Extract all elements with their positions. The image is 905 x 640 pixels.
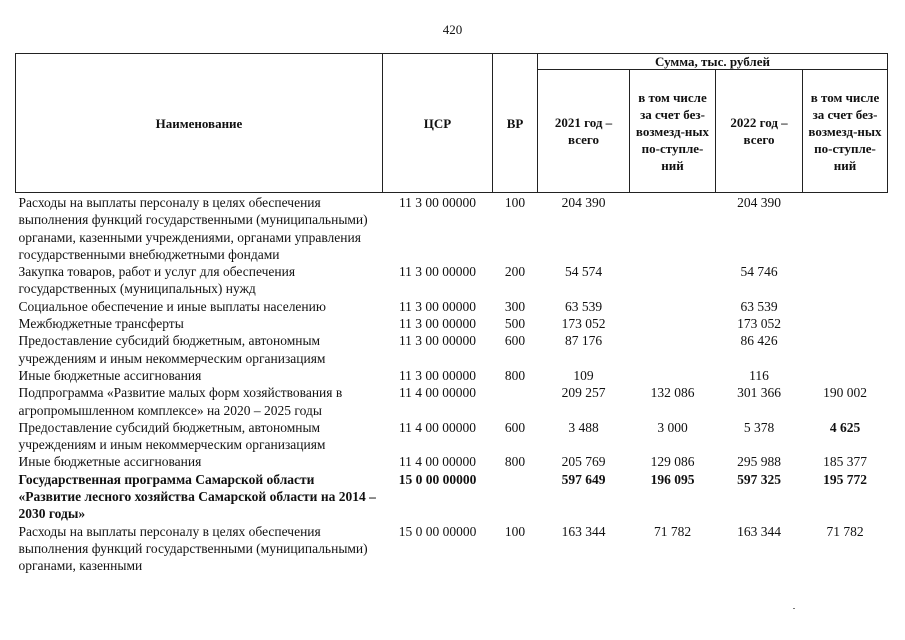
row-2021-total: 54 574 bbox=[564, 264, 603, 280]
row-2021-free: 196 095 bbox=[650, 471, 695, 487]
row-2021-total: 173 052 bbox=[561, 316, 606, 332]
row-name: Межбюджетные трансферты bbox=[18, 316, 184, 332]
table-row bbox=[16, 332, 888, 367]
row-2021-total: 204 390 bbox=[561, 195, 606, 210]
row-2021-free bbox=[630, 367, 716, 384]
row-2022-free: 190 002 bbox=[823, 385, 867, 401]
row-csr: 11 3 00 00000 bbox=[398, 316, 477, 332]
row-name: Предоставление субсидий бюджетным, автономным учреждениям и иным некоммерческим организациям bbox=[18, 333, 326, 366]
row-csr: 11 4 00 00000 bbox=[398, 385, 477, 401]
row-2022-total: 173 052 bbox=[737, 316, 781, 332]
row-vr: 800 bbox=[504, 454, 526, 470]
row-2021-free: 129 086 bbox=[650, 454, 695, 470]
row-2022-free bbox=[803, 367, 888, 384]
row-2022-free: 71 782 bbox=[826, 523, 864, 539]
row-2021-total: 205 769 bbox=[561, 454, 606, 470]
row-2022-total: 54 746 bbox=[740, 264, 778, 280]
row-2022-total: 63 539 bbox=[740, 298, 778, 314]
row-name: Иные бюджетные ассигнования bbox=[18, 367, 202, 383]
row-name: Закупка товаров, работ и услуг для обеспечения государственных (муниципальных) нужд bbox=[18, 264, 296, 297]
row-vr: 600 bbox=[504, 419, 526, 435]
table-row bbox=[16, 523, 888, 575]
row-name: Подпрограмма «Развитие малых форм хозяйствования в агропромышленном комплексе» на 2020 – 2025 годы bbox=[18, 385, 343, 418]
row-2022-free bbox=[803, 298, 888, 315]
row-2022-free bbox=[803, 194, 888, 263]
table-row bbox=[16, 194, 888, 263]
header-2022-total: 2022 год – всего bbox=[716, 70, 803, 193]
table-row bbox=[16, 263, 888, 298]
row-2022-total: 597 325 bbox=[737, 471, 781, 487]
row-name: Расходы на выплаты персоналу в целях обеспечения выполнения функций государственными (муниципальными) органами, казенными учреждениями, органами управления государственными внебюджетными фондами bbox=[18, 195, 368, 262]
row-csr: 11 3 00 00000 bbox=[398, 333, 477, 349]
header-2022-free: в том числе за счет без-возмезд-ных по-ступле-ний bbox=[803, 70, 888, 193]
row-csr: 15 0 00 00000 bbox=[398, 523, 477, 539]
header-vr: ВР bbox=[493, 54, 538, 193]
row-csr: 11 3 00 00000 bbox=[398, 264, 477, 280]
row-2021-total: 63 539 bbox=[564, 298, 603, 314]
row-name: Социальное обеспечение и иные выплаты населению bbox=[18, 298, 326, 314]
row-2021-total: 109 bbox=[573, 367, 594, 383]
row-2022-free: 4 625 bbox=[829, 419, 861, 435]
row-2022-total: 204 390 bbox=[737, 195, 781, 210]
row-csr: 15 0 00 00000 bbox=[398, 471, 477, 487]
row-2021-free bbox=[630, 315, 716, 332]
row-2022-free bbox=[803, 263, 888, 298]
table-row bbox=[16, 298, 888, 315]
row-2021-free bbox=[630, 263, 716, 298]
table-row bbox=[16, 384, 888, 419]
row-csr: 11 4 00 00000 bbox=[398, 454, 477, 470]
table-row bbox=[16, 419, 888, 454]
row-2021-total: 597 649 bbox=[561, 471, 606, 487]
row-csr: 11 4 00 00000 bbox=[398, 419, 477, 435]
row-2021-total: 3 488 bbox=[568, 419, 599, 435]
row-vr: 100 bbox=[504, 195, 526, 210]
row-vr: 200 bbox=[504, 264, 526, 280]
row-vr: 600 bbox=[504, 333, 526, 349]
page-number: 420 bbox=[442, 22, 463, 37]
row-2022-free bbox=[803, 332, 888, 367]
row-csr: 11 3 00 00000 bbox=[398, 298, 477, 314]
row-name: Государственная программа Самарской области «Развитие лесного хозяйства Самарской области на 2014 – 2030 годы» bbox=[18, 471, 376, 522]
row-2021-free bbox=[630, 194, 716, 263]
header-csr: ЦСР bbox=[383, 54, 493, 193]
row-vr: 100 bbox=[504, 523, 526, 539]
row-2022-total: 163 344 bbox=[737, 523, 781, 539]
row-2022-free: 195 772 bbox=[823, 471, 867, 487]
row-2022-total: 301 366 bbox=[737, 385, 781, 401]
row-2021-free bbox=[630, 332, 716, 367]
row-csr: 11 3 00 00000 bbox=[398, 367, 477, 383]
row-vr: 300 bbox=[504, 298, 526, 314]
row-2022-total: 116 bbox=[749, 367, 769, 383]
row-vr: 500 bbox=[504, 316, 526, 332]
header-2021-free: в том числе за счет без-возмезд-ных по-ступле-ний bbox=[630, 70, 716, 193]
header-2021-total: 2021 год – всего bbox=[538, 70, 630, 193]
table-row bbox=[16, 315, 888, 332]
budget-table bbox=[15, 53, 888, 575]
row-2022-free bbox=[803, 315, 888, 332]
row-vr bbox=[493, 384, 538, 419]
row-name: Расходы на выплаты персоналу в целях обеспечения выполнения функций государственными (муниципальными) органами, казенными bbox=[18, 523, 368, 574]
table-row bbox=[16, 453, 888, 470]
header-sum-group: Сумма, тыс. рублей bbox=[538, 54, 888, 70]
row-2021-free: 3 000 bbox=[657, 419, 688, 435]
row-2022-total: 86 426 bbox=[740, 333, 778, 349]
row-vr: 800 bbox=[504, 367, 526, 383]
row-2021-free bbox=[630, 298, 716, 315]
row-2021-total: 163 344 bbox=[561, 523, 606, 539]
scan-speck bbox=[793, 608, 795, 609]
row-2021-total: 87 176 bbox=[564, 333, 603, 349]
table-row bbox=[16, 367, 888, 384]
row-2022-free: 185 377 bbox=[823, 454, 867, 470]
header-name: Наименование bbox=[16, 54, 383, 193]
row-vr bbox=[493, 471, 538, 523]
row-2021-free: 71 782 bbox=[653, 523, 692, 539]
row-2021-free: 132 086 bbox=[650, 385, 695, 401]
row-name: Предоставление субсидий бюджетным, автономным учреждениям и иным некоммерческим организациям bbox=[18, 419, 326, 453]
row-2022-total: 5 378 bbox=[743, 419, 775, 435]
row-2021-total: 209 257 bbox=[561, 385, 606, 401]
row-csr: 11 3 00 00000 bbox=[398, 195, 477, 210]
row-2022-total: 295 988 bbox=[737, 454, 781, 470]
table-row-program bbox=[16, 471, 888, 523]
row-name: Иные бюджетные ассигнования bbox=[18, 454, 202, 470]
